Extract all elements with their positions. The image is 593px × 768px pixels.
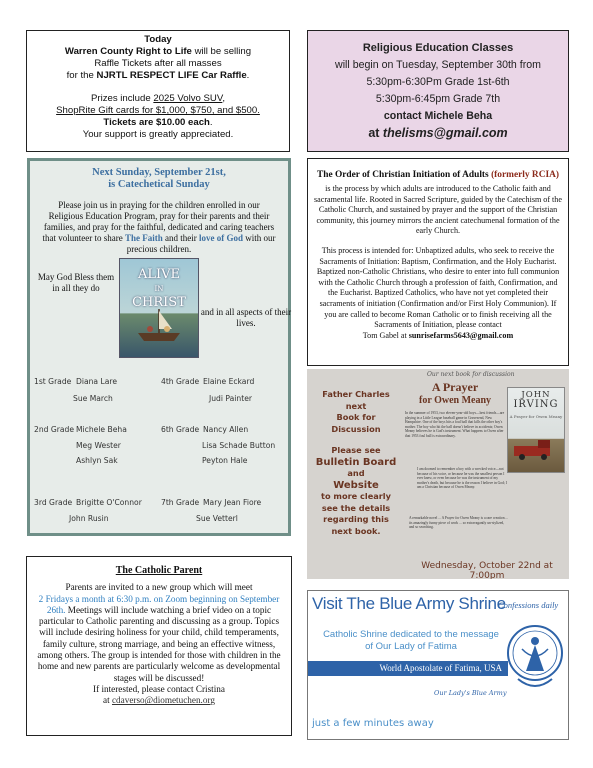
catechetical-body-pre: Please join us in praying for the children enrolled in our Religious Education Program, pray for their parents and their families, and pray for the faithful, dedicated and caring teachers that volunteer to share: [42, 200, 275, 243]
raffle-prizes-pre: Prizes include: [90, 93, 154, 104]
teacher-grade: 6th Grade: [161, 425, 200, 434]
book-flyer-left-9: see the details: [321, 502, 391, 513]
catholic-parent-body: [33, 594, 285, 684]
teacher-name: Lisa Schade Button: [202, 441, 276, 450]
raffle-line3-pre: for the: [66, 70, 97, 81]
book-cover-author-2: IRVING: [513, 399, 559, 410]
raffle-line3: [27, 70, 289, 82]
raffle-heading: Today: [144, 34, 172, 45]
book-cover-word1: ALIVE: [137, 267, 181, 282]
teacher-name: Meg Wester: [76, 441, 121, 450]
raffle-prize-cards: ShopRite Gift cards for $1,000, $750, and $500.: [56, 105, 260, 116]
teacher-grade: 7th Grade: [161, 498, 200, 507]
catholic-parent-email-line: [27, 695, 291, 706]
raffle-line3-post: .: [246, 70, 250, 81]
catechetical-sunday-notice: [27, 158, 291, 536]
teacher-name: Peyton Hale: [202, 456, 248, 465]
book-cover-author-1: JOHN: [521, 390, 551, 400]
ocia-contact-email[interactable]: sunrisefarms5643@gmail.com: [408, 330, 514, 340]
alive-in-christ-book-cover: [119, 258, 199, 358]
book-flyer-left-1: Father Charles: [322, 389, 390, 399]
teacher-name: Michele Beha: [76, 425, 127, 434]
catechetical-title: [30, 167, 288, 191]
teacher-name: Sue March: [73, 394, 113, 403]
religious-ed-title: Religious Education Classes: [362, 42, 514, 54]
blue-army-subtitle-1: Catholic Shrine dedicated to the message: [323, 629, 499, 640]
religious-ed-line3: 5:30pm-6:45pm Grade 7th: [375, 93, 501, 105]
religious-ed-line1: will begin on Tuesday, September 30th from: [335, 59, 541, 71]
catholic-parent-title: The Catholic Parent: [115, 565, 203, 576]
teacher-name: Nancy Allen: [203, 425, 249, 434]
owen-meany-book-cover: [507, 387, 565, 473]
book-cover-small-title: A Prayer for Owen Meany: [509, 414, 563, 419]
book-cover-word2: IN: [154, 285, 164, 293]
teacher-name: John Rusin: [69, 514, 109, 523]
book-flyer-left-7: Website: [333, 479, 379, 491]
raffle-tickets-line: [27, 117, 289, 129]
catholic-parent-contact: If interested, please contact Cristina: [93, 683, 225, 694]
book-flyer-script-header: Our next book for discussion: [427, 371, 515, 378]
teacher-grade: 4th Grade: [161, 377, 200, 386]
book-flyer-blurb: In the summer of 1953, two eleven-year-old boys—best friends—are playing in a Little League baseball game in Gravesend, New Hampshire. One of the boys hits a foul ball that kills the other boy's mother. The boy who hit the ball doesn't believe in accidents; Owen Meany believes he is God's instrument. What happens to Owen after that 1953 foul ball is extraordinary.: [405, 411, 505, 438]
blue-army-shrine-ad: [307, 590, 569, 740]
book-discussion-flyer: [307, 369, 569, 579]
catechetical-body-post: with our precious children.: [126, 233, 276, 254]
book-flyer-left-10: regarding this: [323, 514, 389, 524]
teacher-grade: 1st Grade: [34, 377, 72, 386]
catechetical-bless-right: and in all aspects of their lives.: [200, 307, 292, 328]
catechetical-body-faith: The Faith: [124, 233, 163, 243]
catholic-parent-intro: Parents are invited to a new group which will meet: [65, 582, 253, 593]
raffle-tickets-post: .: [209, 117, 213, 128]
raffle-name: NJRTL RESPECT LIFE Car Raffle: [96, 70, 247, 81]
book-flyer-title: [405, 381, 505, 407]
truck-illustration-icon: [508, 436, 564, 466]
raffle-support: Your support is greatly appreciated.: [82, 129, 234, 140]
raffle-line1-rest: will be selling: [191, 46, 252, 57]
ocia-paragraph-2: This process is intended for: Unbaptized adults, who seek to receive the Sacraments of Initiation: Baptism, Confirmation, and the Holy Eucharist. Baptized non-Catholic Christians, who desire to enter into full communion with the Catholic Church through a profession of faith, Confirmation, and the Eucharist. Baptized Catholics, who have not yet completed their sacraments of initiation (Confirmation and/or First Holy Communion). If you are called to become Roman Catholic or to finish receiving all the Sacraments of Initiation, please contact: [316, 245, 560, 330]
book-flyer-quote: I am doomed to remember a boy with a wrecked voice—not because of his voice, or because he was the smallest person I ever knew, or even because he was the instrument of my mother's death, but because he is the reason I believe in God; I am a Christian because of Owen Meany.: [417, 467, 507, 490]
book-flyer-date: Wednesday, October 22nd at 7:00pm: [421, 561, 553, 579]
ocia-title-main: The Order of Christian Initiation of Adults: [316, 170, 492, 180]
blue-army-subtitle: [316, 629, 506, 653]
catechetical-body: [42, 200, 276, 255]
ocia-title: [308, 169, 568, 181]
catechetical-title-line1: Next Sunday, September 21st,: [92, 167, 226, 178]
ocia-contact: [308, 331, 568, 342]
catholic-parent-email[interactable]: cdaverso@diometuchen.org: [111, 695, 215, 706]
blue-army-confessions: Confessions daily: [498, 600, 559, 610]
raffle-line2: Raffle Tickets after all masses: [94, 58, 222, 69]
book-flyer-left-6: and: [347, 468, 365, 478]
catechetical-title-line2: is Catechetical Sunday: [108, 179, 210, 190]
catholic-parent-email-at: at: [103, 695, 112, 706]
book-cover-author: [508, 391, 564, 410]
teacher-name: Ashlyn Sak: [76, 456, 118, 465]
teacher-grade: 3rd Grade: [34, 498, 73, 507]
catechetical-bless-left: May God Bless them in all they do: [37, 272, 115, 293]
fatima-seal-icon: [504, 619, 566, 699]
book-flyer-left-column: [313, 389, 399, 537]
book-flyer-left-8: to more clearly: [321, 491, 391, 501]
ocia-contact-pre: Tom Gabel at: [362, 330, 409, 340]
religious-ed-email-line: [308, 125, 568, 142]
book-flyer-left-2: next: [345, 400, 367, 411]
religious-ed-email[interactable]: thelisms@gmail.com: [382, 126, 508, 140]
teacher-name: Diana Lare: [76, 377, 118, 386]
raffle-notice: [26, 30, 290, 152]
book-cover-word3: CHRIST: [132, 295, 186, 310]
catechetical-body-mid: and their: [162, 233, 199, 243]
book-flyer-left-4: Please see: [331, 445, 381, 455]
religious-ed-line2: 5:30pm-6:30Pm Grade 1st-6th: [366, 76, 510, 88]
teacher-name: Elaine Eckard: [203, 377, 255, 386]
teacher-grade: 2nd Grade: [34, 425, 75, 434]
ocia-title-paren: (formerly RCIA): [491, 170, 560, 180]
book-flyer-title-1: A Prayer: [431, 380, 479, 394]
blue-army-title: Visit The Blue Army Shrine: [312, 594, 506, 613]
teacher-name: Brigitte O'Connor: [76, 498, 142, 507]
book-flyer-left-5: Bulletin Board: [315, 456, 397, 468]
raffle-tickets: Tickets are $10.00 each: [103, 117, 210, 128]
catholic-parent-notice: [26, 556, 292, 736]
raffle-prizes: [27, 93, 289, 105]
religious-ed-email-at: at: [368, 126, 383, 140]
religious-ed-notice: [307, 30, 569, 152]
book-flyer-review: A remarkable novel ... A Prayer for Owen Meany is a rare creation ... its amazingly funny piece of work ... so extravagantly un-stylized, and so searching.: [409, 516, 509, 530]
raffle-org: Warren County Right to Life: [64, 46, 192, 57]
catholic-parent-schedule: 2 Fridays a month at 6:30 p.m. on Zoom beginning on September 26th.: [38, 593, 280, 615]
book-flyer-title-2: for Owen Meany: [418, 395, 492, 406]
teacher-name: Mary Jean Fiore: [203, 498, 262, 507]
book-flyer-left-3: Book for Discussion: [331, 412, 381, 434]
blue-army-apostolate-band: World Apostolate of Fatima, USA: [308, 661, 508, 676]
catholic-parent-details: Meetings will include watching a brief video on a topic particular to Catholic parenting and discussing as a group. Topics will include desiring holiness for your child, child temperaments, family culture, strong marriage, and being an effective witness, among others. The group is intended for those with children in the home and new parents are particularly welcome as developmental stages will be discussed!: [37, 604, 281, 683]
religious-ed-contact: contact Michele Beha: [383, 110, 493, 122]
blue-army-signature: Our Lady's Blue Army: [434, 689, 507, 697]
blue-army-footer: just a few minutes away: [312, 718, 434, 729]
boat-illustration-icon: [120, 259, 198, 357]
ocia-paragraph-1: is the process by which adults are introduced to the Catholic faith and sacramental life. Rooted in Sacred Scripture, guided by the Catechism of the Catholic Church, and sustained by prayer and the support of the Christian community, this journey mirrors the ancient catechumenal formation of the early Church.: [314, 184, 562, 236]
book-flyer-left-11: next book.: [331, 525, 381, 536]
teacher-name: Sue Vetterl: [196, 514, 238, 523]
raffle-prize-car: 2025 Volvo SUV: [153, 93, 223, 104]
teacher-name: Judi Painter: [209, 394, 252, 403]
raffle-prizes-comma: ,: [222, 93, 226, 104]
catechetical-body-love: love of God: [199, 233, 243, 243]
blue-army-subtitle-2: of Our Lady of Fatima: [365, 641, 457, 652]
raffle-line1: [27, 46, 289, 58]
ocia-notice: [307, 158, 569, 366]
